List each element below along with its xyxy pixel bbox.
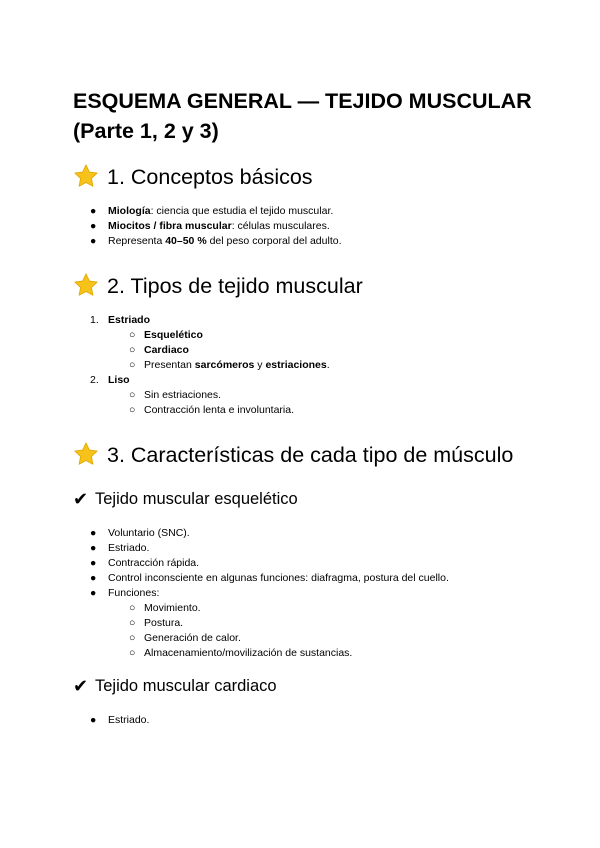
star-icon (73, 162, 99, 189)
text: . (326, 359, 330, 371)
sub-list-item (73, 646, 540, 661)
circle-bullet-icon: ○ (129, 389, 136, 401)
text: Contracción lenta e involuntaria. (144, 404, 295, 416)
cardiaco-list (73, 713, 540, 728)
check-icon: ✔ (73, 489, 89, 509)
term: Miología (108, 205, 151, 217)
list-number: 2. (90, 374, 99, 386)
percentage: 40–50 % (165, 235, 207, 247)
list-item (73, 234, 540, 249)
bullet-icon: ● (90, 542, 97, 554)
circle-bullet-icon: ○ (129, 344, 136, 356)
list-item (73, 204, 540, 219)
list-item (73, 571, 540, 586)
circle-bullet-icon: ○ (129, 404, 136, 416)
list-item (73, 586, 540, 601)
page-title: ESQUEMA GENERAL — TEJIDO MUSCULAR (Parte 1, 2 y 3) (73, 89, 532, 143)
item-label: Cardiaco (144, 344, 189, 356)
text: Control inconsciente en algunas funciones: diafragma, postura del cuello. (108, 572, 449, 584)
bullet-icon: ● (90, 527, 97, 539)
term: Miocitos / fibra muscular (108, 220, 232, 232)
bullet-icon: ● (90, 572, 97, 584)
circle-bullet-icon: ○ (129, 602, 136, 614)
list-item-liso (73, 373, 540, 388)
text: Generación de calor. (144, 632, 241, 644)
sub-list-item (73, 343, 540, 358)
bullet-icon: ● (90, 235, 97, 247)
bullet-icon: ● (90, 557, 97, 569)
sub-list-item (73, 601, 540, 616)
subheading-text: Tejido muscular cardiaco (95, 677, 277, 695)
sub-list-item (73, 616, 540, 631)
circle-bullet-icon: ○ (129, 359, 136, 371)
bullet-icon: ● (90, 587, 97, 599)
text: Sin estriaciones. (144, 389, 222, 401)
sub-list-item (73, 328, 540, 343)
list-item (73, 541, 540, 556)
sub-list-item (73, 388, 540, 403)
text: y (254, 359, 266, 371)
definition: : células musculares. (231, 220, 330, 232)
section-heading-text: 3. Características de cada tipo de músculo (107, 443, 514, 467)
subheading-text: Tejido muscular esquelético (95, 490, 298, 508)
check-icon: ✔ (73, 676, 89, 696)
tipos-list (73, 313, 540, 418)
item-label: Estriado (108, 314, 151, 326)
star-icon (73, 440, 99, 467)
text: Almacenamiento/movilización de sustancias. (144, 647, 353, 659)
text: del peso corporal del adulto. (206, 235, 342, 247)
definition: : ciencia que estudia el tejido muscular. (150, 205, 334, 217)
text: Representa (108, 235, 166, 247)
list-item (73, 526, 540, 541)
sub-list-item (73, 403, 540, 418)
text: Funciones: (108, 587, 160, 599)
list-item (73, 556, 540, 571)
esqueletico-list (73, 526, 540, 661)
list-item-estriado (73, 313, 540, 328)
text: Voluntario (SNC). (108, 527, 190, 539)
subheading-esqueletico (73, 488, 540, 510)
text: Postura. (144, 617, 184, 629)
conceptos-list (73, 204, 540, 249)
text: Contracción rápida. (108, 557, 200, 569)
text: Estriado. (108, 714, 150, 726)
term: sarcómeros (194, 359, 255, 371)
bullet-icon: ● (90, 714, 97, 726)
section-heading-text: 1. Conceptos básicos (107, 165, 313, 189)
bullet-icon: ● (90, 220, 97, 232)
list-item (73, 219, 540, 234)
text: Estriado. (108, 542, 150, 554)
section-heading-text: 2. Tipos de tejido muscular (107, 274, 363, 298)
text: Movimiento. (144, 602, 201, 614)
circle-bullet-icon: ○ (129, 617, 136, 629)
subheading-cardiaco (73, 675, 540, 697)
sub-list-item (73, 358, 540, 373)
list-item (73, 713, 540, 728)
list-number: 1. (90, 314, 99, 326)
item-label: Liso (108, 374, 130, 386)
circle-bullet-icon: ○ (129, 632, 136, 644)
sub-list-item (73, 631, 540, 646)
section-heading-caracteristicas (73, 440, 540, 470)
star-icon (73, 271, 99, 298)
circle-bullet-icon: ○ (129, 647, 136, 659)
circle-bullet-icon: ○ (129, 329, 136, 341)
section-heading-tipos (73, 271, 540, 301)
item-label: Esquelético (144, 329, 203, 341)
bullet-icon: ● (90, 205, 97, 217)
term: estriaciones (265, 359, 327, 371)
text: Presentan (144, 359, 195, 371)
section-heading-conceptos (73, 162, 540, 192)
